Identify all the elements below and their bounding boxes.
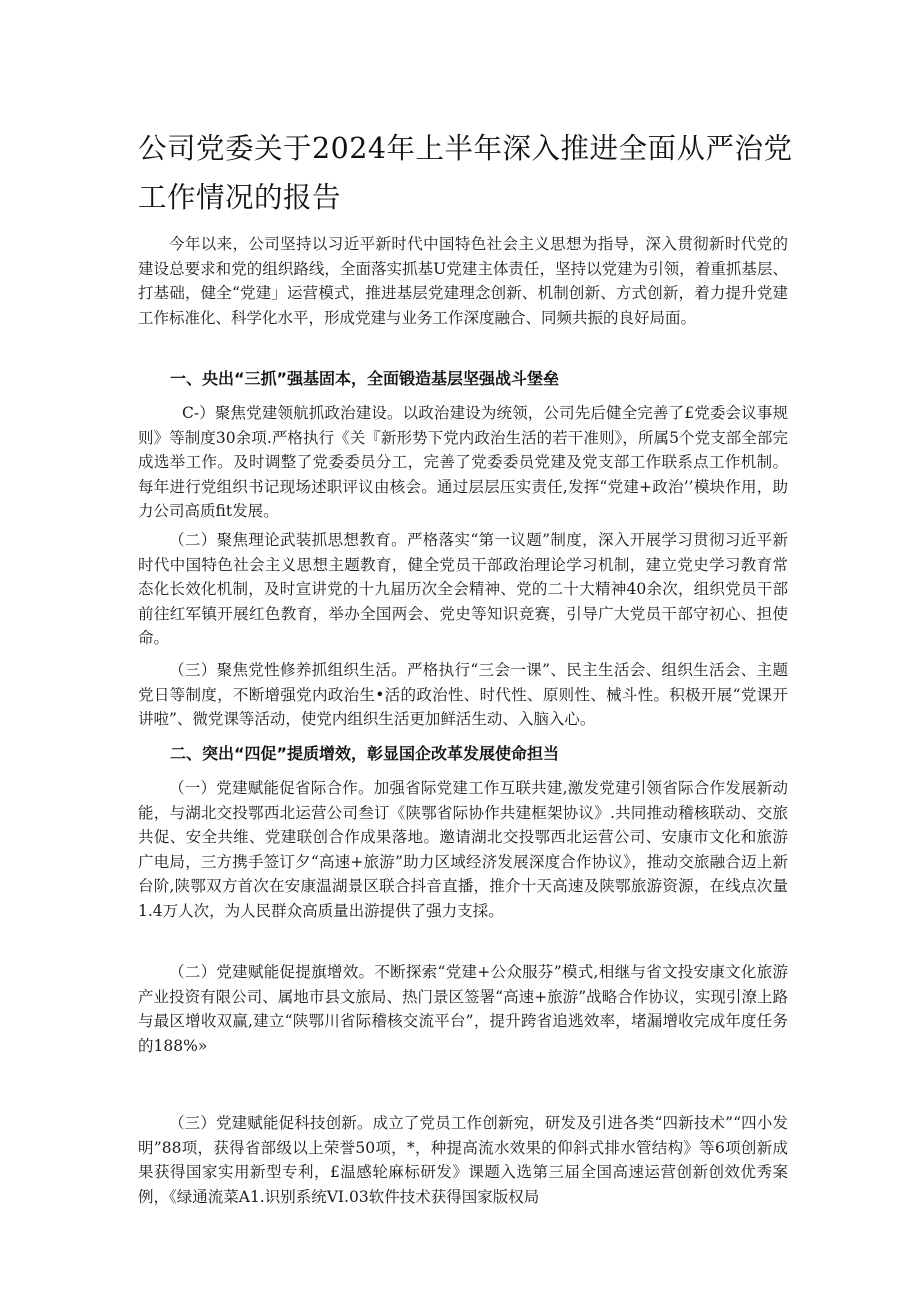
section-1-paragraph-3: （三）聚焦党性修养抓组织生活。严格执行“三会一课”、民主生活会、组织生活会、主题党日等制度，不断增强党内政治生•活的政治性、时代性、原则性、械斗性。积极开展“党课开讲啦”、微党课等活动，使党内组织生活更加鲜活生动、入脑入心。 <box>138 661 788 728</box>
section-2-paragraph-3: （三）党建赋能促科技创新。成立了党员工作创新宛，研发及引进各类“四新技术”“四小发明”88项，获得省部级以上荣誉50项，*，种提高流水效果的仰斜式排水管结构》等6项创新成果获得国家实用新型专利，£温感轮麻标研发》课题入选第三届全国高速运营创新创效优秀案例，《绿通流菜A1.识别系统VI.03软件技术获得国家版权局 <box>138 1114 788 1206</box>
section-1-paragraph-1: C-）聚焦党建领航抓政治建设。以政治建设为统领，公司先后健全完善了£党委会议事规则》等制度30余项.严格执行《关『新形势下党内政治生活的若干准则》，所属5个党支部全部完成选举工作。及时调整了党委委员分工，完善了党委委员党建及党支部工作联系点工作机制。每年进行党组织书记现场述职评议由核会。通过层层压实责任,发挥“党建+政治’’模块作用，助力公司高质fit发展。 <box>138 404 788 520</box>
section-1-paragraph-2: （二）聚焦理论武装抓思想教育。严格落实“第一议题”制度，深入开展学习贯彻习近平新时代中国特色社会主义思想主题教育，健全党员干部政治理论学习机制，建立党史学习教育常态化长效化机制，及时宣讲党的十九届历次全会精神、党的二十大精神40余次，组织党员干部前往红军镇开展红色教育，举办全国两会、党史等知识竞赛，引导广大党员干部守初心、担使命。 <box>138 531 788 647</box>
section-2-paragraph-2: （二）党建赋能促提旗增效。不断探索“党建+公众服芬”模式,相继与省文投安康文化旅游产业投资有限公司、属地市县文旅局、热门景区签署“高速+旅游”战略合作协议，实现引潦上路与最区增收双赢,建立“陕鄂川省际稽核交流平台”，提升跨省追逃效率，堵漏增收完成年度任务的188%» <box>138 963 788 1055</box>
intro-paragraph: 今年以来，公司坚持以习近平新时代中国特色社会主义思想为指导，深入贯彻新时代党的建设总要求和党的组织路线，全面落实抓基U党建主体责任，坚持以党建为引领，着重抓基层、打基础，健全“党建」运营模式，推进基层党建理念创新、机制创新、方式创新，着力提升党建工作标准化、科学化水平，形成党建与业务工作深度融合、同频共振的良好局面。 <box>138 235 788 327</box>
section-2-heading: 二、突出“四促”提质增效，彰显国企改革发展使命担当 <box>170 744 560 763</box>
section-1-heading: 一、央出“三抓”强基固本，全面锻造基层坚强战斗堡垒 <box>170 369 560 388</box>
section-2-paragraph-1: （一）党建赋能促省际合作。加强省际党建工作互联共建,激发党建引领省际合作发展新动能，与湖北交投鄂西北运营公司叁订《陕鄂省际协作共建框架协议》.共同推动稽核联动、交旅共促、安全共维、党建联创合作成果落地。邀请湖北交投鄂西北运营公司、安康市文化和旅游广电局，三方携手签订夕“高速+旅游”助力区域经济发展深度合作协议》，推动交旅融合迈上新台阶,陕鄂双方首次在安康温湖景区联合抖音直播，推介十天高速及陕鄂旅游资源，在线点次量1.4万人次，为人民群众高质量出游提供了强力支採。 <box>138 779 788 920</box>
document-title: 公司党委关于2024年上半年深入推进全面从严治党工作情况的报告 <box>138 132 793 214</box>
